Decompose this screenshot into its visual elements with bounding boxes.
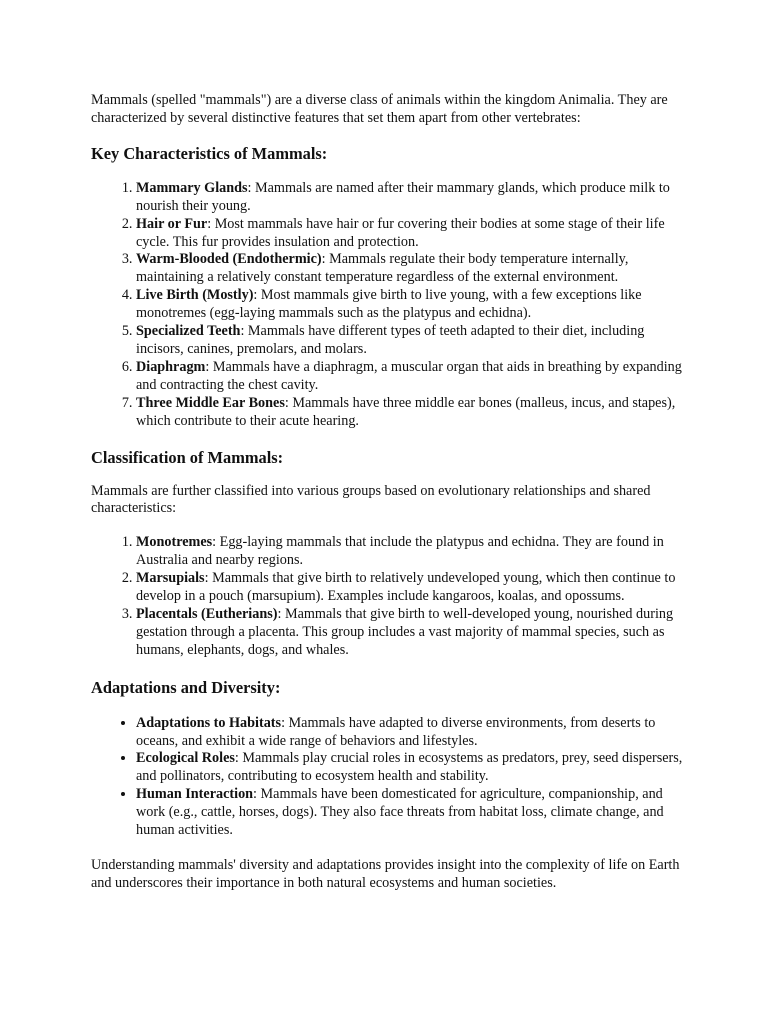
list-item-term: Human Interaction [136,786,254,803]
key-characteristics-heading: Key Characteristics of Mammals: [91,143,328,163]
intro-paragraph: Mammals (spelled "mammals") are a diverse class of animals within the kingdom Animalia. They are characterized by several distinctive features that set them apart from other vertebrates: [91,92,668,126]
list-item-term: Ecological Roles [136,750,235,767]
classification-intro: Mammals are further classified into various groups based on evolutionary relationships and shared characteristics: [91,482,651,517]
list-item-term: Three Middle Ear Bones [136,394,285,411]
list-item-text: : Mammals have different types of teeth adapted to their diet, including incisors, canines, premolars, and molars. [136,323,645,357]
list-item [136,323,691,359]
list-item [136,570,691,606]
list-item-text: : Mammals regulate their body temperature internally, maintaining a relatively constant temperature regardless of the external environment. [136,251,629,286]
list-item [136,534,691,570]
key-characteristics-list [91,180,691,431]
list-item-text: : Most mammals give birth to live young, with a few exceptions like monotremes (egg-laying mammals such as the platypus and echidna). [136,287,642,322]
list-item-term: Marsupials [136,570,205,587]
classification-list [91,534,691,659]
list-item-text: : Mammals are named after their mammary glands, which produce milk to nourish their young. [136,179,670,214]
list-item-term: Live Birth (Mostly) [136,287,254,304]
list-item-text: : Mammals have been domesticated for agriculture, companionship, and work (e.g., cattle, horses, dogs). They also face threats from habitat loss, climate change, and human activities. [136,786,664,839]
list-item-text: : Mammals that give birth to relatively undeveloped young, which then continue to develop in a pouch (marsupium). Examples include kangaroos, koalas, and opossums. [136,570,676,605]
list-item-term: Adaptations to Habitats [136,714,282,731]
list-item-text: : Most mammals have hair or fur covering their bodies at some stage of their life cycle. This fur provides insulation and protection. [136,215,665,250]
list-item [136,359,691,395]
classification-heading: Classification of Mammals: [91,447,284,467]
list-item [136,251,691,287]
list-item-text: : Mammals have three middle ear bones (malleus, incus, and stapes), which contribute to their acute hearing. [136,394,676,429]
document-page [91,92,691,893]
list-item-text: : Mammals play crucial roles in ecosystems as predators, prey, seed dispersers, and pollinators, contributing to ecosystem health and stability. [136,750,683,785]
list-item [136,216,691,252]
adaptations-heading: Adaptations and Diversity: [91,677,281,697]
list-item-text: : Egg-laying mammals that include the platypus and echidna. They are found in Australia and nearby regions. [136,534,664,569]
list-item [136,395,691,431]
list-item-text: : Mammals that give birth to well-developed young, nourished during gestation through a placenta. This group includes a vast majority of mammal species, such as humans, elephants, dogs, and whales. [136,605,674,658]
list-item [136,715,691,751]
list-item [136,606,691,660]
list-item-term: Placentals (Eutherians) [136,605,278,622]
list-item [136,180,691,216]
list-item-term: Mammary Glands [136,179,248,196]
list-item [136,287,691,323]
list-item-term: Warm-Blooded (Endothermic) [136,251,322,268]
list-item-term: Monotremes [136,534,213,551]
list-item-term: Specialized Teeth [136,323,241,340]
list-item-text: : Mammals have adapted to diverse environments, from deserts to oceans, and exhibit a wide range of behaviors and lifestyles. [136,714,656,749]
list-item-text: : Mammals have a diaphragm, a muscular organ that aids in breathing by expanding and contracting the chest cavity. [136,358,682,393]
list-item [136,750,691,786]
closing-paragraph: Understanding mammals' diversity and adaptations provides insight into the complexity of life on Earth and underscores their importance in both natural ecosystems and human societies. [91,857,680,891]
list-item [136,786,691,840]
adaptations-list [91,715,691,840]
list-item-term: Hair or Fur [136,215,208,232]
list-item-term: Diaphragm [136,358,206,375]
